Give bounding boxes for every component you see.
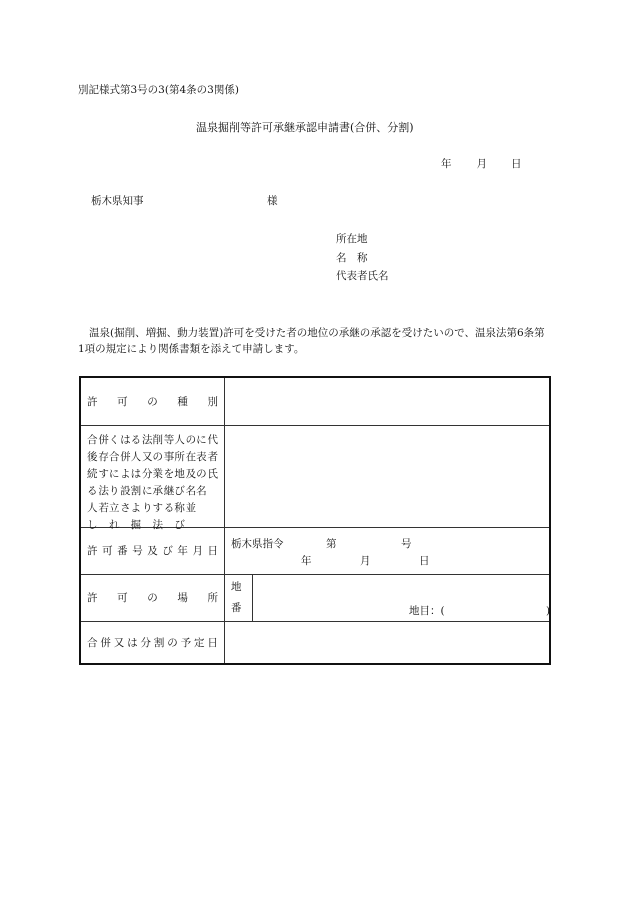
label-char: 種 [177,396,188,408]
application-table [79,376,551,665]
schedule-label [81,621,225,663]
document-title: 温泉掘削等許可承継承認申請書(合併、分割) [196,121,414,134]
label-char: の [167,636,178,649]
permit-place-cell[interactable] [225,574,549,621]
label-char: 月 [192,545,203,557]
successor-label-line: 人の所在地及び名称並び [174,434,197,531]
label-char: 日 [207,545,218,557]
label-char: 日 [207,636,218,649]
date-year: 年 [441,158,452,170]
label-char: 定 [194,636,205,649]
successor-cell[interactable] [225,425,549,527]
row-permit-type [81,378,549,426]
form-number: 別記様式第3号の3(第4条の3関係) [78,84,239,96]
permit-month: 月 [360,555,371,567]
successor-label-line: に代表者の氏名 [196,434,218,497]
row-successor [81,425,549,531]
permit-place-label-text [87,590,218,605]
label-char: の [147,396,158,408]
applicant-name-label: 名 称 [336,251,368,264]
label-char: 合 [87,636,98,649]
permit-go: 号 [401,538,412,550]
label-char: 許 [87,545,98,557]
label-char: 予 [180,636,192,649]
successor-label-line: る法人又は分割により掘 [130,434,153,531]
label-char: 可 [117,592,128,604]
label-char: 号 [132,545,143,557]
applicant-block [336,233,389,289]
land-category [409,605,551,618]
date-line [441,158,522,171]
label-char: 許 [87,592,98,604]
label-char: の [147,592,158,604]
addressee-name: 栃木県知事 [91,195,144,207]
label-char: 可 [117,396,128,408]
applicant-address-label: 所在地 [336,233,368,245]
date-day: 日 [511,158,522,170]
permit-day: 日 [419,555,430,567]
label-char: 番 [117,545,128,557]
label-char: 併 [100,636,111,649]
date-month: 月 [476,158,487,170]
body-text [78,325,548,358]
schedule-label-text [87,635,218,650]
label-char: は [127,636,138,649]
addressee [91,195,278,208]
label-char: 所 [207,592,218,604]
label-char: 及 [147,545,158,557]
lot-label-chi: 地 [231,581,242,593]
schedule-cell[interactable] [225,621,549,663]
label-char: 場 [177,592,188,604]
successor-label-line: 合併後存続する法人若し [87,434,109,531]
successor-label-line: くは合併により設立され [108,434,131,531]
land-category-close: ) [546,605,551,617]
permit-number-cell[interactable] [225,527,549,574]
label-char: 許 [87,396,98,408]
label-char: 又 [113,636,125,649]
row-schedule [81,621,549,663]
addressee-honorific: 様 [267,195,278,207]
permit-number-label [81,527,225,574]
label-char: び [162,545,173,557]
permit-type-cell[interactable] [225,378,549,425]
label-char: 割 [153,636,165,649]
permit-designation-line [231,536,412,551]
successor-label [81,425,225,531]
land-category-open: 地目：( [409,605,445,617]
label-char: 可 [102,545,113,557]
row-permit-number [81,527,549,575]
permit-place-label [81,574,225,621]
applicant-representative-label: 代表者氏名 [336,270,389,282]
permit-type-label [81,378,225,425]
permit-number-label-text [87,543,218,558]
label-char: 年 [177,545,188,557]
lot-number-label [225,574,253,621]
permit-dai: 第 [326,538,337,550]
row-permit-place [81,574,549,622]
successor-label-line: 削等の事業を承継する法 [152,434,175,531]
body-text-content: 温泉(掘削、増掘、動力装置)許可を受けた者の地位の承継の承認を受けたいので、温泉法第6条第1項の規定により関係書類を添えて申請します。 [78,327,545,356]
permit-designation: 栃木県指令 [231,538,284,550]
label-char: 分 [140,636,151,649]
lot-label-ban: 番 [231,602,242,614]
label-char: 別 [207,396,218,408]
permit-year: 年 [301,555,312,567]
permit-type-label-text [87,394,218,409]
